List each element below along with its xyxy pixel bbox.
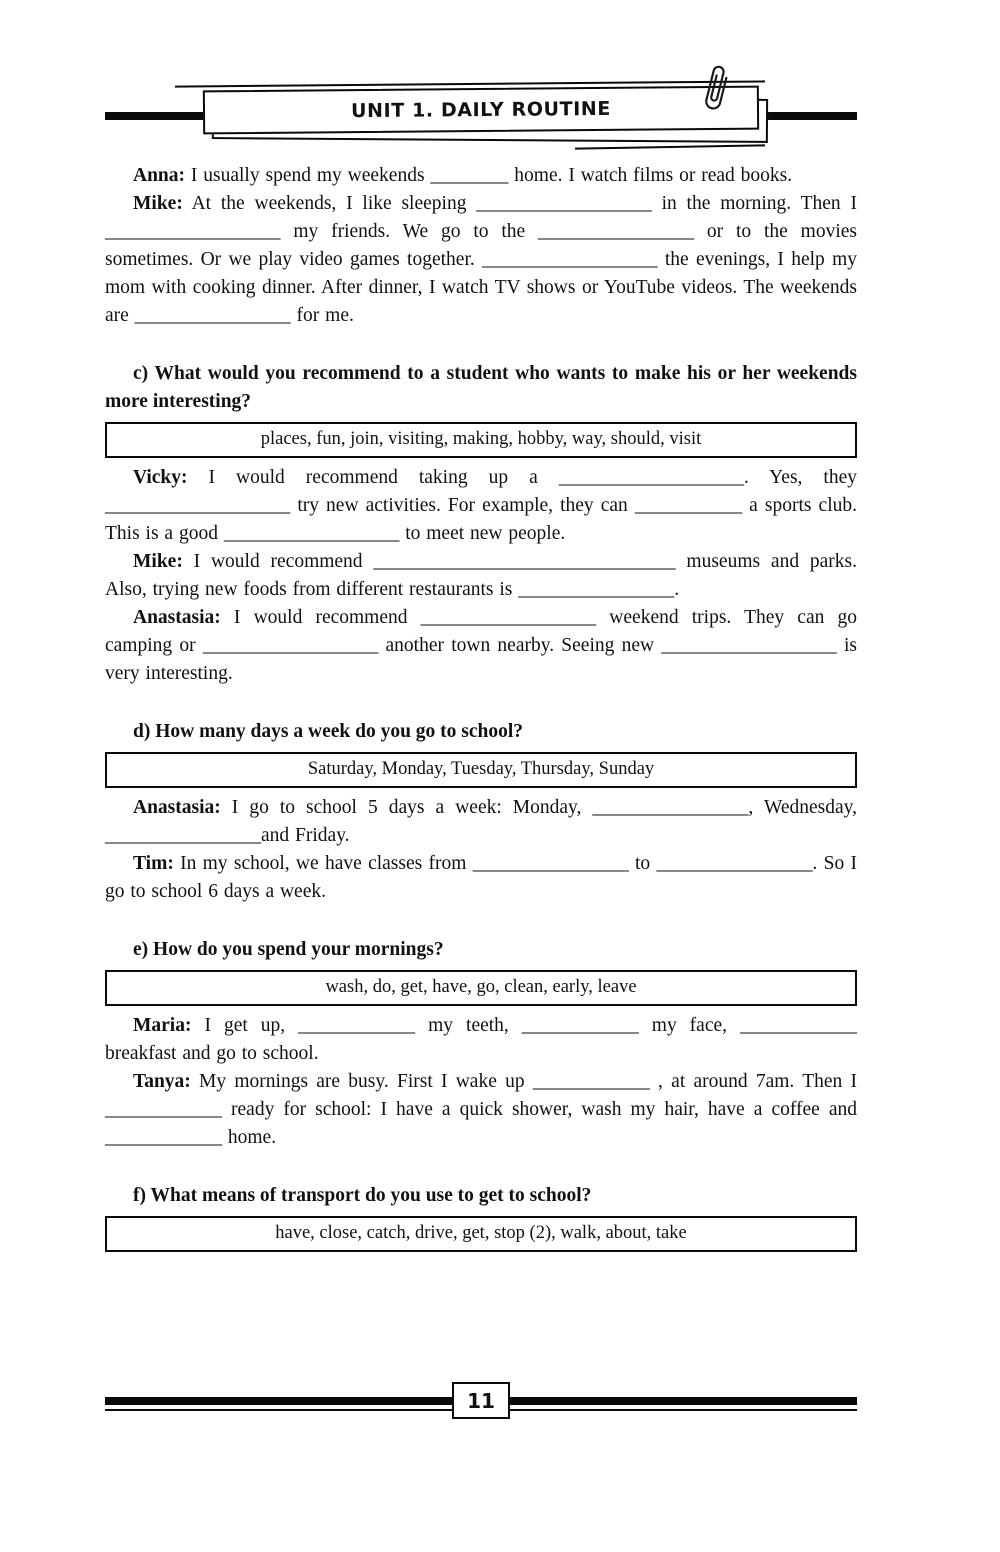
dialogue-text: I get up, ____________ my teeth, ____________ my face, ____________ breakfast and go to school. [105, 1015, 858, 1064]
page-header [105, 88, 857, 146]
speaker-name: Anna: [133, 165, 186, 186]
speaker-name: Mike: [133, 551, 183, 572]
dialogue-text: At the weekends, I like sleeping __________________ in the morning. Then I __________________ my friends. We go to the ________________ or to the movies sometimes. Or we play video games together. __________________ the evenings, I help my mom with cooking dinner. After dinner, I watch TV shows or YouTube videos. The weekends are ________________ for me. [105, 193, 857, 326]
word-box-c: places, fun, join, visiting, making, hobby, way, should, visit [105, 422, 857, 458]
speaker-name: Tanya: [133, 1071, 191, 1092]
dialogue-paragraph-mike-weekends [105, 190, 857, 330]
speaker-name: Mike: [133, 193, 183, 214]
word-box-f: have, close, catch, drive, get, stop (2), walk, about, take [105, 1216, 857, 1252]
title-box [203, 86, 759, 135]
dialogue-text: I usually spend my weekends ________ home. I watch films or read books. [190, 165, 793, 186]
speaker-name: Tim: [133, 853, 174, 874]
word-box-d: Saturday, Monday, Tuesday, Thursday, Sunday [105, 752, 857, 788]
dialogue-text: My mornings are busy. First I wake up ____________ , at around 7am. Then I ____________ ready for school: I have a quick shower, wash my hair, have a coffee and ____________ home. [105, 1071, 857, 1148]
page-footer [105, 1382, 857, 1422]
dialogue-paragraph-tim [105, 850, 857, 906]
dialogue-text: In my school, we have classes from ________________ to ________________. So I go to school 6 days a week. [105, 853, 857, 902]
dialogue-paragraph-anastasia-school [105, 794, 857, 850]
dialogue-text: I would recommend __________________ weekend trips. They can go camping or __________________ another town nearby. Seeing new __________________ is very interesting. [105, 607, 858, 684]
section-heading-c: c) What would you recommend to a student who wants to make his or her weekends more interesting? [105, 363, 857, 412]
dialogue-paragraph-anastasia-recommend [105, 604, 857, 688]
dialogue-paragraph-vicky [105, 464, 857, 548]
dialogue-text: I would recommend _______________________________ museums and parks. Also, trying new foods from different restaurants is ________________. [105, 551, 857, 600]
section-heading-e: e) How do you spend your mornings? [133, 939, 444, 960]
dialogue-text: I would recommend taking up a ___________________. Yes, they ___________________ try new activities. For example, they can ___________ a sports club. This is a good __________________ to meet new people. [105, 467, 857, 544]
section-heading-d: d) How many days a week do you go to school? [133, 721, 524, 742]
speaker-name: Vicky: [133, 467, 188, 488]
dialogue-text: I go to school 5 days a week: Monday, ________________, Wednesday, ________________and Friday. [105, 797, 857, 846]
dialogue-paragraph-anna [105, 162, 857, 190]
section-heading-f: f) What means of transport do you use to get to school? [133, 1185, 592, 1206]
speaker-name: Maria: [133, 1015, 192, 1036]
page-title: UNIT 1. DAILY ROUTINE [350, 97, 611, 123]
speaker-name: Anastasia: [133, 797, 221, 818]
dialogue-paragraph-tanya [105, 1068, 857, 1152]
sketch-line-bottom [575, 144, 765, 149]
page-number: 11 [467, 1388, 495, 1413]
dialogue-paragraph-mike-recommend [105, 548, 857, 604]
dialogue-paragraph-maria [105, 1012, 857, 1068]
speaker-name: Anastasia: [133, 607, 221, 628]
page-number-box [452, 1382, 510, 1419]
word-box-e: wash, do, get, have, go, clean, early, leave [105, 970, 857, 1006]
